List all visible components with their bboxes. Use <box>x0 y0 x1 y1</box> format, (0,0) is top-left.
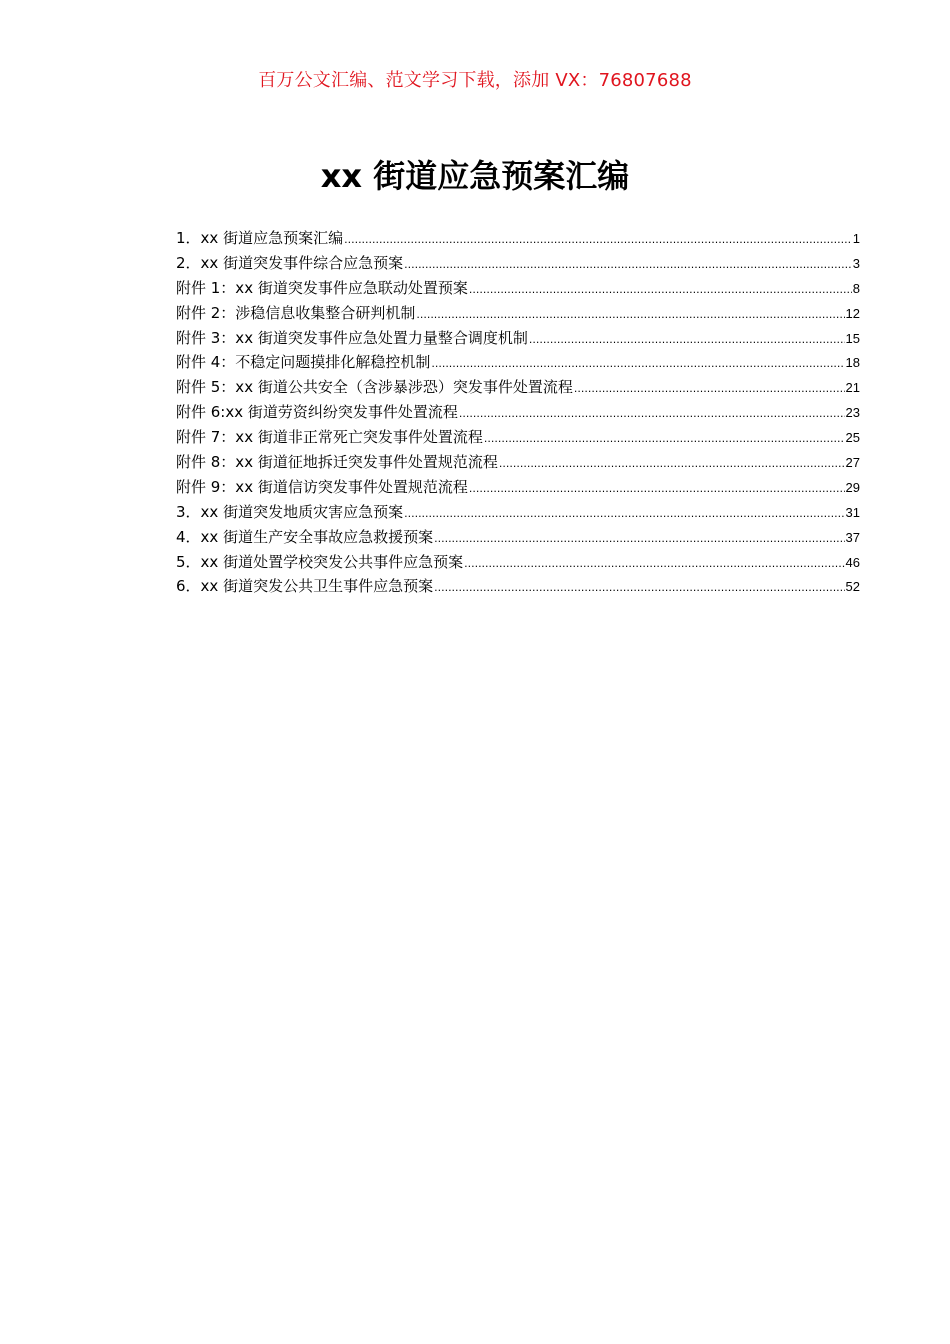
toc-entry[interactable] <box>176 475 860 500</box>
toc-page-number: 31 <box>845 504 860 520</box>
toc-entry-text: 1．xx 街道应急预案汇编 <box>176 229 344 247</box>
toc-entry[interactable] <box>176 500 860 525</box>
toc-page-number: 37 <box>845 529 860 545</box>
toc-dot-leader <box>529 328 845 351</box>
toc-dot-leader <box>404 253 852 276</box>
toc-page-number: 3 <box>852 255 860 271</box>
header-note: 百万公文汇编、范文学习下载，添加 VX：76807688 <box>258 70 692 91</box>
toc-entry[interactable] <box>176 425 860 450</box>
toc-dot-leader <box>469 477 845 500</box>
toc-page-number: 27 <box>845 455 860 471</box>
toc-page-number: 18 <box>845 355 860 371</box>
toc-entry[interactable] <box>176 400 860 425</box>
toc-dot-leader <box>404 502 844 525</box>
toc-entry[interactable] <box>176 276 860 301</box>
toc-dot-leader <box>344 228 852 251</box>
toc-entry[interactable] <box>176 574 860 599</box>
toc-dot-leader <box>459 402 845 425</box>
toc-dot-leader <box>484 427 845 450</box>
toc-entry-text: 附件 1：xx 街道突发事件应急联动处置预案 <box>176 278 468 297</box>
toc-entry-text: 附件 4：不稳定问题摸排化解稳控机制 <box>176 353 431 372</box>
toc-page-number: 15 <box>845 330 860 346</box>
toc-entry-text: 2．xx 街道突发事件综合应急预案 <box>176 253 404 272</box>
toc-page-number: 52 <box>845 579 860 595</box>
table-of-contents <box>176 226 860 599</box>
toc-entry[interactable] <box>176 350 860 375</box>
toc-page-number: 8 <box>852 280 860 296</box>
toc-entry[interactable] <box>176 326 860 351</box>
toc-entry[interactable] <box>176 550 860 575</box>
toc-page-number: 23 <box>845 405 860 421</box>
toc-entry-text: 4．xx 街道生产安全事故应急救援预案 <box>176 527 434 546</box>
toc-dot-leader <box>416 303 844 326</box>
toc-page-number: 21 <box>845 380 860 396</box>
toc-entry-text: 附件 7：xx 街道非正常死亡突发事件处置流程 <box>176 428 483 447</box>
toc-page-number: 46 <box>845 554 860 570</box>
toc-entry-text: 附件 6:xx 街道劳资纠纷突发事件处置流程 <box>176 403 458 422</box>
toc-entry-text: 附件 2：涉稳信息收集整合研判机制 <box>176 303 416 322</box>
toc-entry[interactable] <box>176 301 860 326</box>
toc-entry-text: 附件 9：xx 街道信访突发事件处置规范流程 <box>176 477 468 496</box>
toc-dot-leader <box>434 527 844 550</box>
toc-dot-leader <box>434 576 844 599</box>
toc-entry-text: 附件 8：xx 街道征地拆迁突发事件处置规范流程 <box>176 453 498 472</box>
toc-entry[interactable] <box>176 226 860 251</box>
toc-page-number: 25 <box>845 430 860 446</box>
toc-entry-text: 3．xx 街道突发地质灾害应急预案 <box>176 502 404 521</box>
toc-entry-text: 附件 3：xx 街道突发事件应急处置力量整合调度机制 <box>176 328 528 347</box>
toc-page-number: 1 <box>852 231 860 246</box>
toc-entry-text: 附件 5：xx 街道公共安全（含涉暴涉恐）突发事件处置流程 <box>176 378 573 397</box>
document-title: xx 街道应急预案汇编 <box>320 157 630 195</box>
toc-entry[interactable] <box>176 251 860 276</box>
toc-dot-leader <box>469 278 852 301</box>
toc-entry-text: 5．xx 街道处置学校突发公共事件应急预案 <box>176 552 464 571</box>
toc-page-number: 29 <box>845 479 860 495</box>
toc-page-number: 12 <box>845 305 860 321</box>
toc-entry-text: 6．xx 街道突发公共卫生事件应急预案 <box>176 577 434 596</box>
toc-entry[interactable] <box>176 375 860 400</box>
toc-dot-leader <box>464 552 844 575</box>
toc-entry[interactable] <box>176 450 860 475</box>
toc-dot-leader <box>431 352 844 375</box>
toc-dot-leader <box>499 452 845 475</box>
toc-dot-leader <box>574 377 845 400</box>
toc-entry[interactable] <box>176 525 860 550</box>
